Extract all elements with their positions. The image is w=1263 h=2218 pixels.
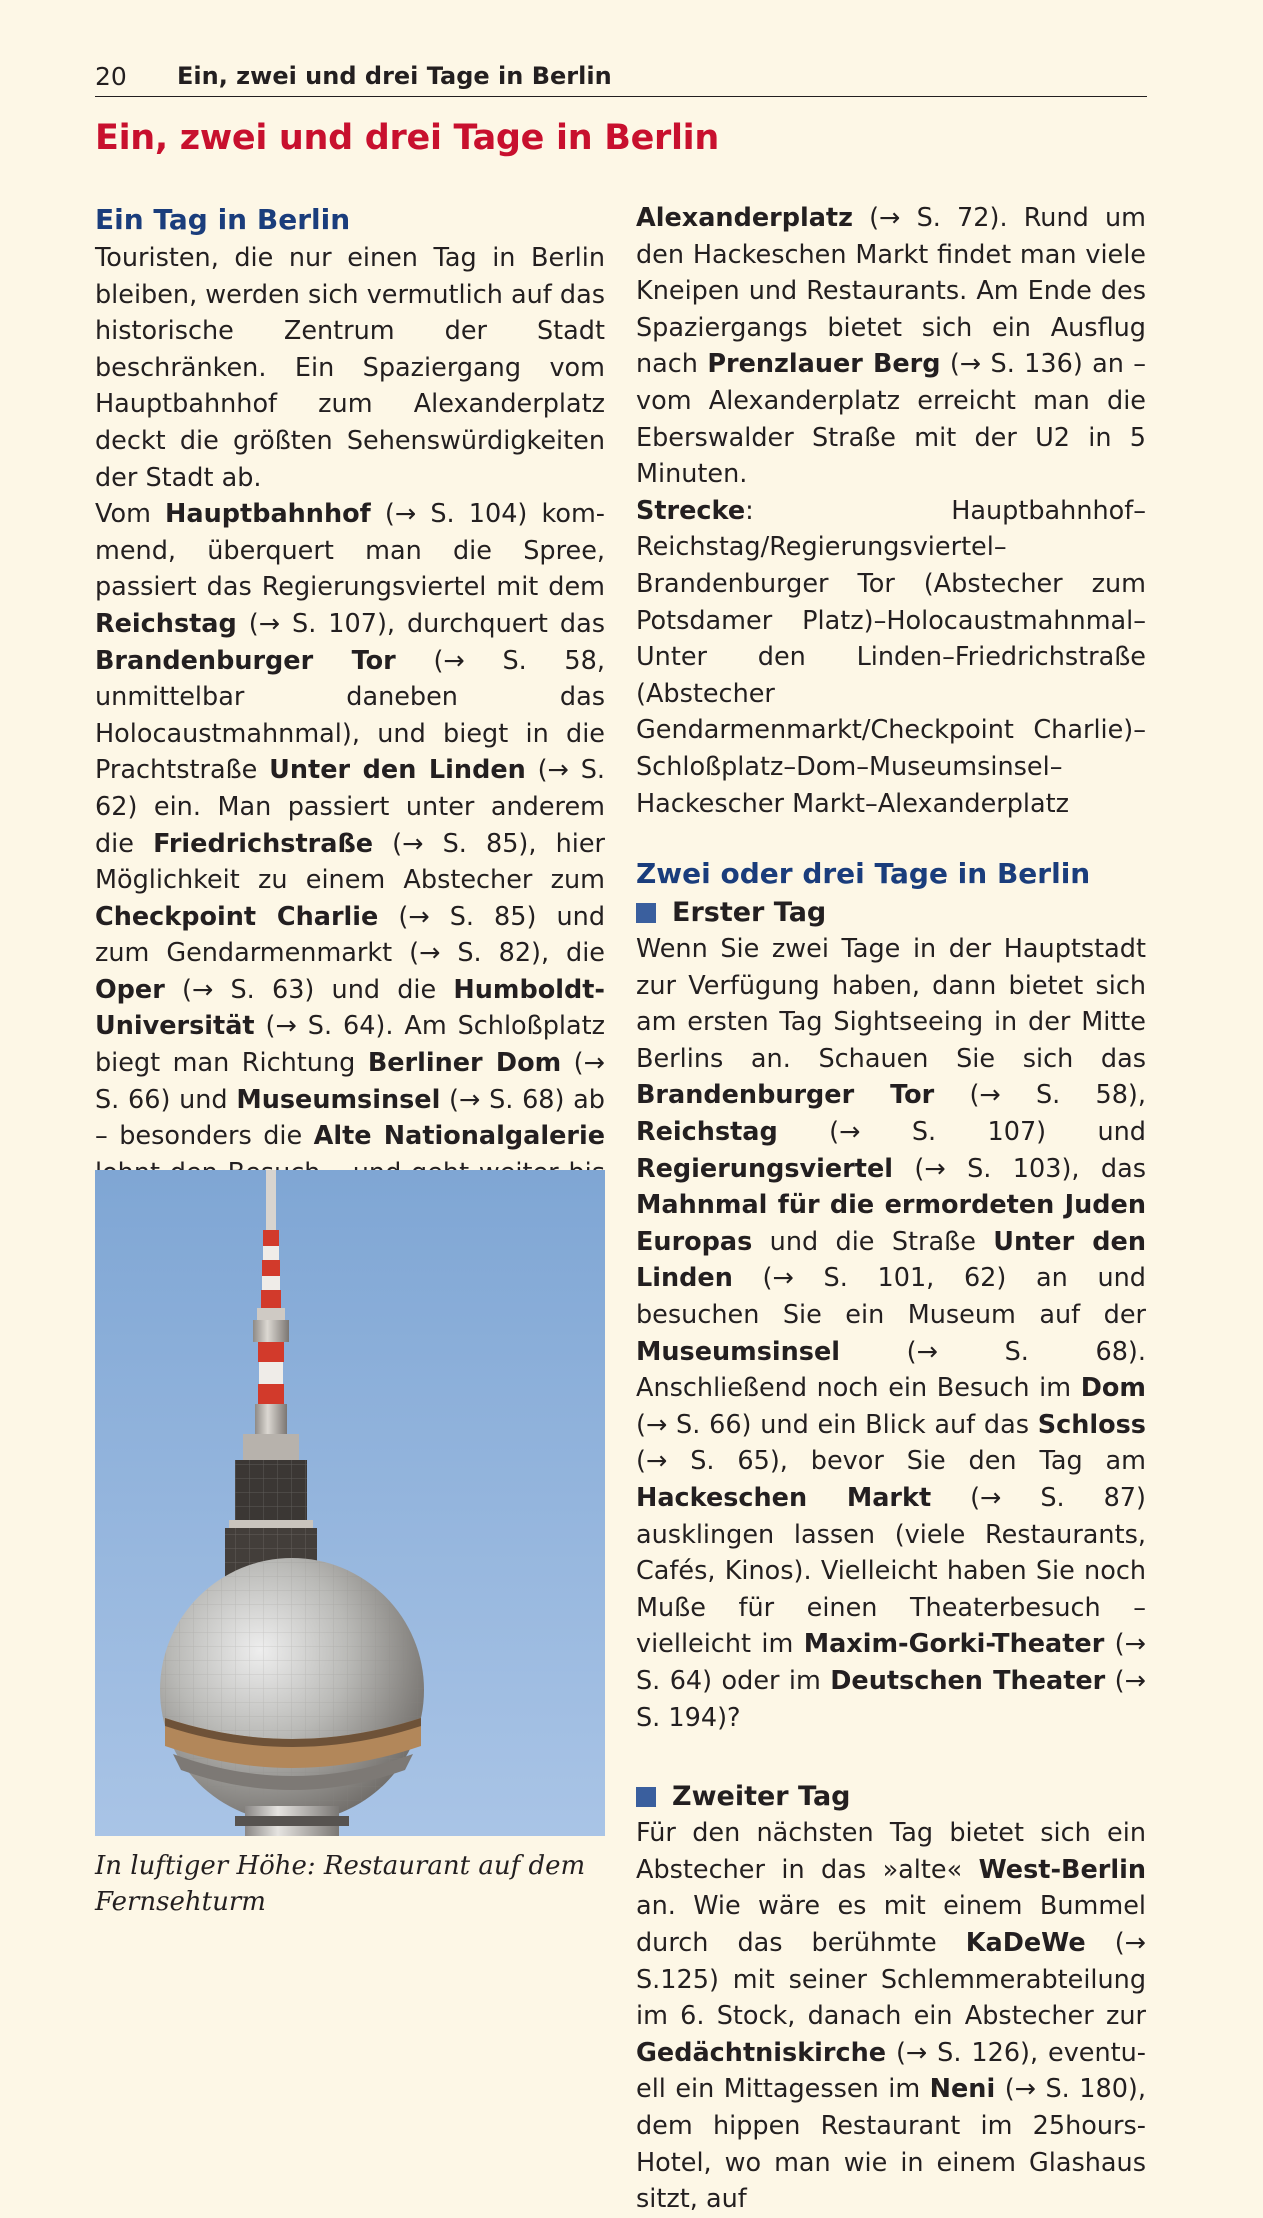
section-heading-one-day: Ein Tag in Berlin <box>95 203 351 236</box>
tv-tower-photo <box>95 1170 605 1836</box>
photo-caption: In luftiger Höhe: Restaurant auf dem Fernsehturm <box>95 1851 586 1917</box>
subheading-first-day: Erster Tag <box>636 894 1146 931</box>
subheading-second-day: Zweiter Tag <box>636 1778 1146 1815</box>
section-heading-two-days: Zwei oder drei Tage in Berlin <box>636 857 1091 891</box>
square-bullet-icon <box>636 1787 656 1807</box>
intro-paragraph: Touristen, die nur einen Tag in Berlin bleiben, werden sich vermutlich auf das historische Zentrum der Stadt beschränken. Ein Spaziergang vom Hauptbahnhof zum Alexanderplatz deckt die größten Sehenswürdigkeiten der Stadt ab. <box>95 243 605 493</box>
route-description-paragraph: Vom Hauptbahnhof (→ S. 104) kommend, überquert man die Spree, passiert das Regierungsviertel mit dem Reichstag (→ S. 107), durchquert das Brandenburger Tor (→ S. 58, unmittelbar daneben das Holocaustmahnmal), und biegt in die Prachtstraße Unter den Linden (→ S. 62) ein. Man passiert unter anderem die Friedrichstraße (→ S. 85), hier Möglichkeit zu einem Abstecher zum Checkpoint Charlie (→ S. 85) und zum Gendarmenmarkt (→ S. 82), die Oper (→ S. 63) und die Humboldt-Universität (→ S. 64). Am Schloßplatz biegt man Richtung Berliner Dom (→ S. 66) und Museumsinsel (→ S. 68) ab – besonders die Alte Nationalgalerie <box>95 499 606 1152</box>
running-header <box>95 60 1147 97</box>
page-title: Ein, zwei und drei Tage in Berlin <box>95 118 719 158</box>
page-number: 20 <box>95 62 127 91</box>
right-column <box>636 200 1146 2218</box>
continuation-paragraph: Alexanderplatz (→ S. 72). Rund um den Hackeschen Markt findet man viele Kneipen und Restaurants. Am Ende des Spaziergangs bietet sich ein Ausflug nach Prenzlauer Berg (→ S. 136) an – vom Alexanderplatz erreicht man die Eberswalder Straße mit der U2 in 5 Minuten. <box>636 203 1146 490</box>
route-summary: Strecke: Hauptbahnhof–Reichstag/Regierungsviertel–Brandenburger Tor (Abstecher zum Potsdamer Platz)–Holocaustmahnmal–Unter den Linden–Friedrichstraße (Abstecher Gendarmenmarkt/Checkpoint Charlie)–Schloßplatz–Dom–Museumsinsel–Hackescher Markt–Alexanderplatz <box>636 495 1146 819</box>
running-title: Ein, zwei und drei Tage in Berlin <box>177 62 612 90</box>
square-bullet-icon <box>636 903 656 923</box>
left-column <box>95 200 605 1265</box>
first-day-paragraph: Wenn Sie zwei Tage in der Hauptstadt zur Verfügung haben, dann bietet sich am ersten Tag Sightseeing in der Mitte Berlins an. Schauen Sie sich das Brandenburger Tor (→ S. 58), Reichstag (→ S. 107) und Regierungsviertel (→ S. 103), das Mahnmal für die ermordeten Juden Europas und die Straße Unter den Linden (→ S. 101, 62) an und besuchen Sie ein Museum auf der Museumsinsel (→ S. 68). Anschließend noch ein Besuch im Dom (→ S. 66) und ein Blick auf das Schloss (→ S. 65), bevor Sie den Tag am Hackeschen Markt (→ S. 87) ausklingen lassen (viele Restaurants, Cafés, Kinos). Vielleicht haben Sie noch Muße für einen Theaterbesuch – vielleicht im Maxim-Gorki-Theater (→ S. 64) oder im Deutschen Theater (→ S. 194)? <box>636 934 1146 1733</box>
second-day-paragraph: Für den nächsten Tag bietet sich ein Abstecher in das »alte« West-Berlin an. Wie wäre es mit einem Bummel durch das berühmte KaDeWe (→ S.125) mit seiner Schlemmerabteilung im 6. Stock, danach ein Abstecher zur Gedächtniskirche (→ S. 126), eventuell ein Mittagessen im Neni (→ S. 180), dem hippen Restaurant im 25hours-Hotel, wo man wie in einem Glashaus sitzt, auf <box>636 1818 1147 2215</box>
